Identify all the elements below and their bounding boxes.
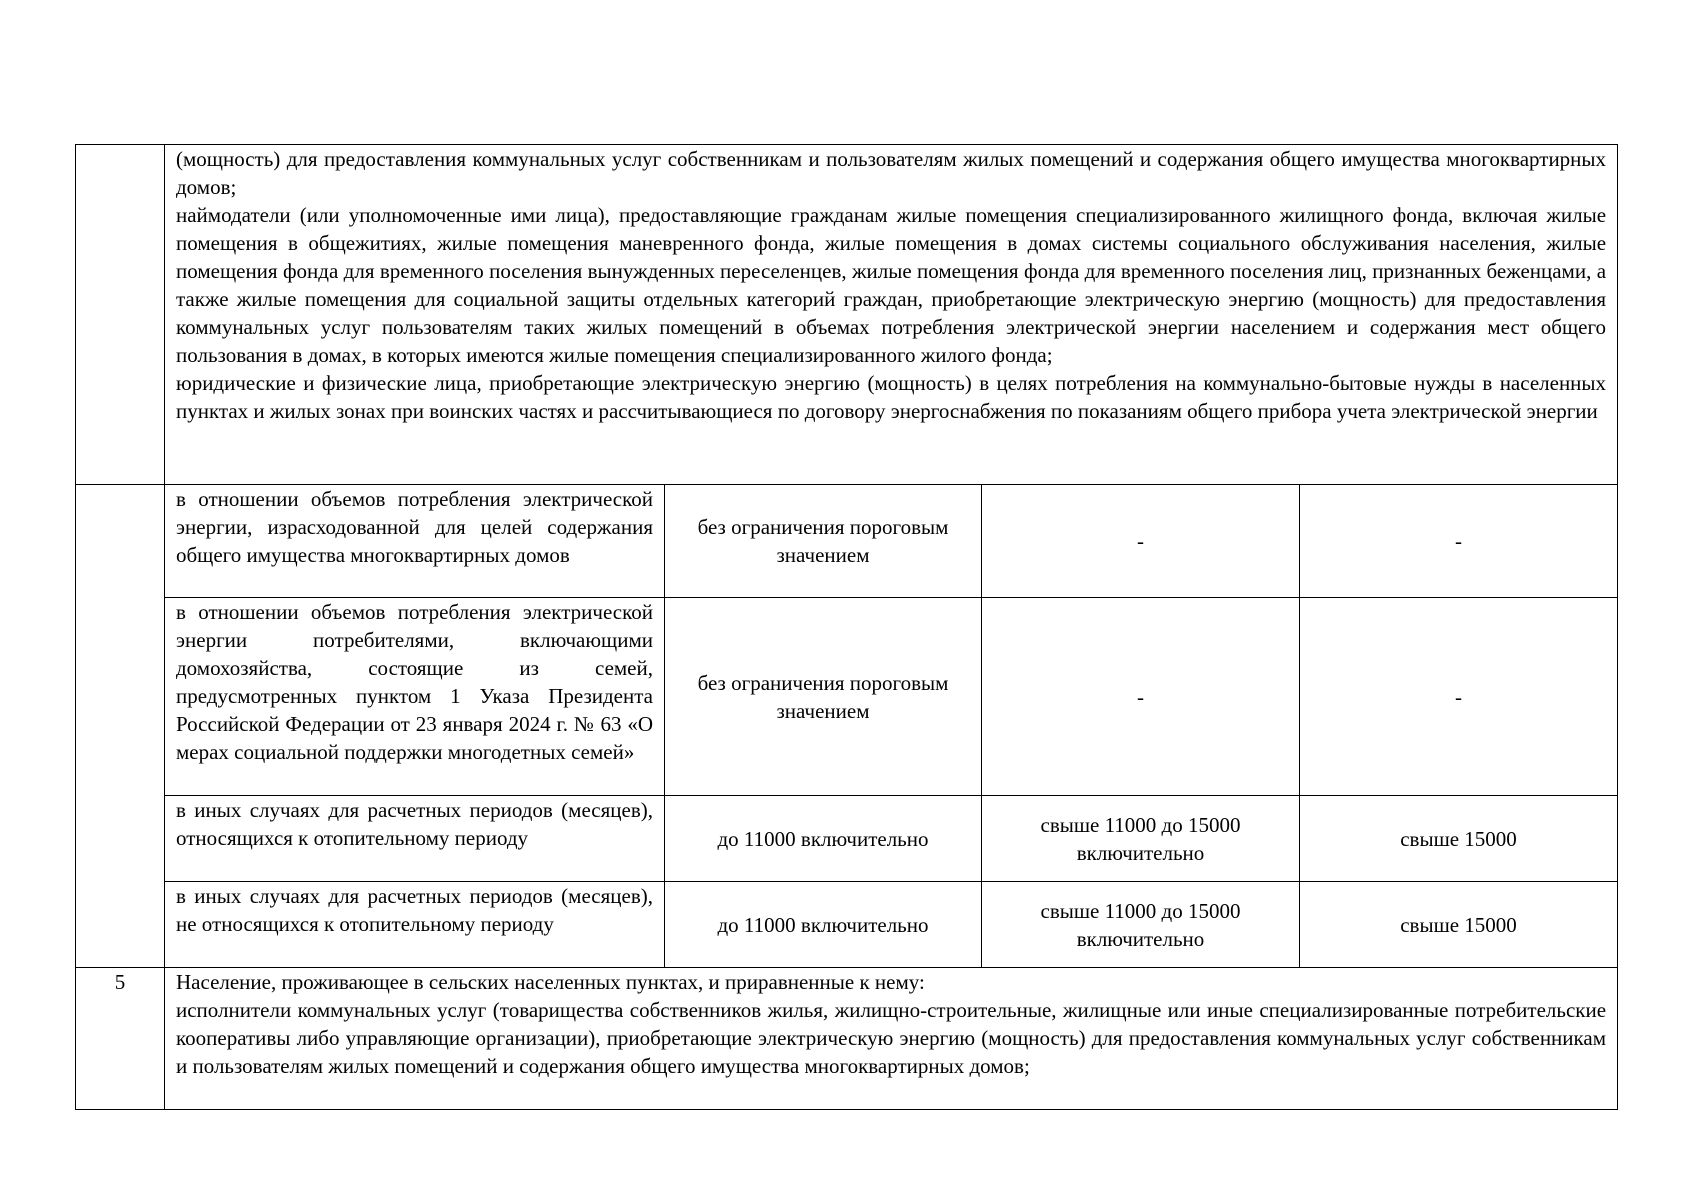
threshold-cell-3: свыше 15000 — [1300, 882, 1618, 968]
threshold-cell-3: - — [1300, 485, 1618, 598]
row-description: в отношении объемов потребления электрической энергии, израсходованной для целей содержания общего имущества многоквартирных домов — [165, 485, 665, 598]
paragraph: юридические и физические лица, приобретающие электрическую энергию (мощность) в целях потребления на коммунально-бытовые нужды в населенных пунктах и жилых зонах при воинских частях и рассчитывающиеся по договору энергоснабжения по показаниям общего прибора учета электрической энергии — [176, 371, 1607, 423]
row-description: в отношении объемов потребления электрической энергии потребителями, включающими домохозяйства, состоящие из семей, предусмотренных пунктом 1 Указа Президента Российской Федерации от 23 января 2024 г. № 63 «О мерах социальной поддержки многодетных семей» — [165, 598, 665, 796]
threshold-cell-2: свыше 11000 до 15000 включительно — [982, 796, 1300, 882]
paragraph: исполнители коммунальных услуг (товарищества собственников жилья, жилищно-строительные, жилищные или иные специализированные потребительские кооперативы либо управляющие организации), приобретающие электрическую энергию (мощность) для предоставления коммунальных услуг собственникам и пользователям жилых помещений и содержания общего имущества многоквартирных домов; — [176, 998, 1607, 1078]
row-number-cell: 5 — [76, 968, 165, 1110]
threshold-cell-1: до 11000 включительно — [665, 882, 982, 968]
table-row-item-5 — [76, 968, 1618, 1110]
table-row — [76, 796, 1618, 882]
paragraph: (мощность) для предоставления коммунальных услуг собственникам и пользователям жилых помещений и содержания общего имущества многоквартирных домов; — [176, 147, 1607, 199]
threshold-cell-1: без ограничения пороговым значением — [665, 598, 982, 796]
category-description-cell — [165, 968, 1618, 1110]
paragraph: наймодатели (или уполномоченные ими лица), предоставляющие гражданам жилые помещения специализированного жилищного фонда, включая жилые помещения в общежитиях, жилые помещения маневренного фонда, жилые помещения в домах системы социального обслуживания населения, жилые помещения фонда для временного поселения вынужденных переселенцев, жилые помещения фонда для временного поселения лиц, признанных беженцами, а также жилые помещения для социальной защиты отдельных категорий граждан, приобретающие электрическую энергию (мощность) для предоставления коммунальных услуг пользователям таких жилых помещений в объемах потребления электрической энергии населением и содержания мест общего пользования в домах, в которых имеются жилые помещения специализированного жилого фонда; — [176, 203, 1607, 367]
threshold-cell-2: - — [982, 485, 1300, 598]
table-row — [76, 598, 1618, 796]
threshold-cell-2: - — [982, 598, 1300, 796]
threshold-cell-3: - — [1300, 598, 1618, 796]
row-number-cell — [76, 145, 165, 485]
tariff-table — [75, 144, 1618, 1110]
table-row — [76, 882, 1618, 968]
row-description: в иных случаях для расчетных периодов (месяцев), не относящихся к отопительному периоду — [165, 882, 665, 968]
category-description-cell — [165, 145, 1618, 485]
row-description: в иных случаях для расчетных периодов (месяцев), относящихся к отопительному периоду — [165, 796, 665, 882]
empty-number-cell — [76, 485, 165, 968]
threshold-cell-1: до 11000 включительно — [665, 796, 982, 882]
threshold-cell-1: без ограничения пороговым значением — [665, 485, 982, 598]
threshold-cell-3: свыше 15000 — [1300, 796, 1618, 882]
table-row-top-block — [76, 145, 1618, 485]
table-row — [76, 485, 1618, 598]
paragraph: Население, проживающее в сельских населенных пунктах, и приравненные к нему: — [176, 970, 925, 994]
threshold-cell-2: свыше 11000 до 15000 включительно — [982, 882, 1300, 968]
